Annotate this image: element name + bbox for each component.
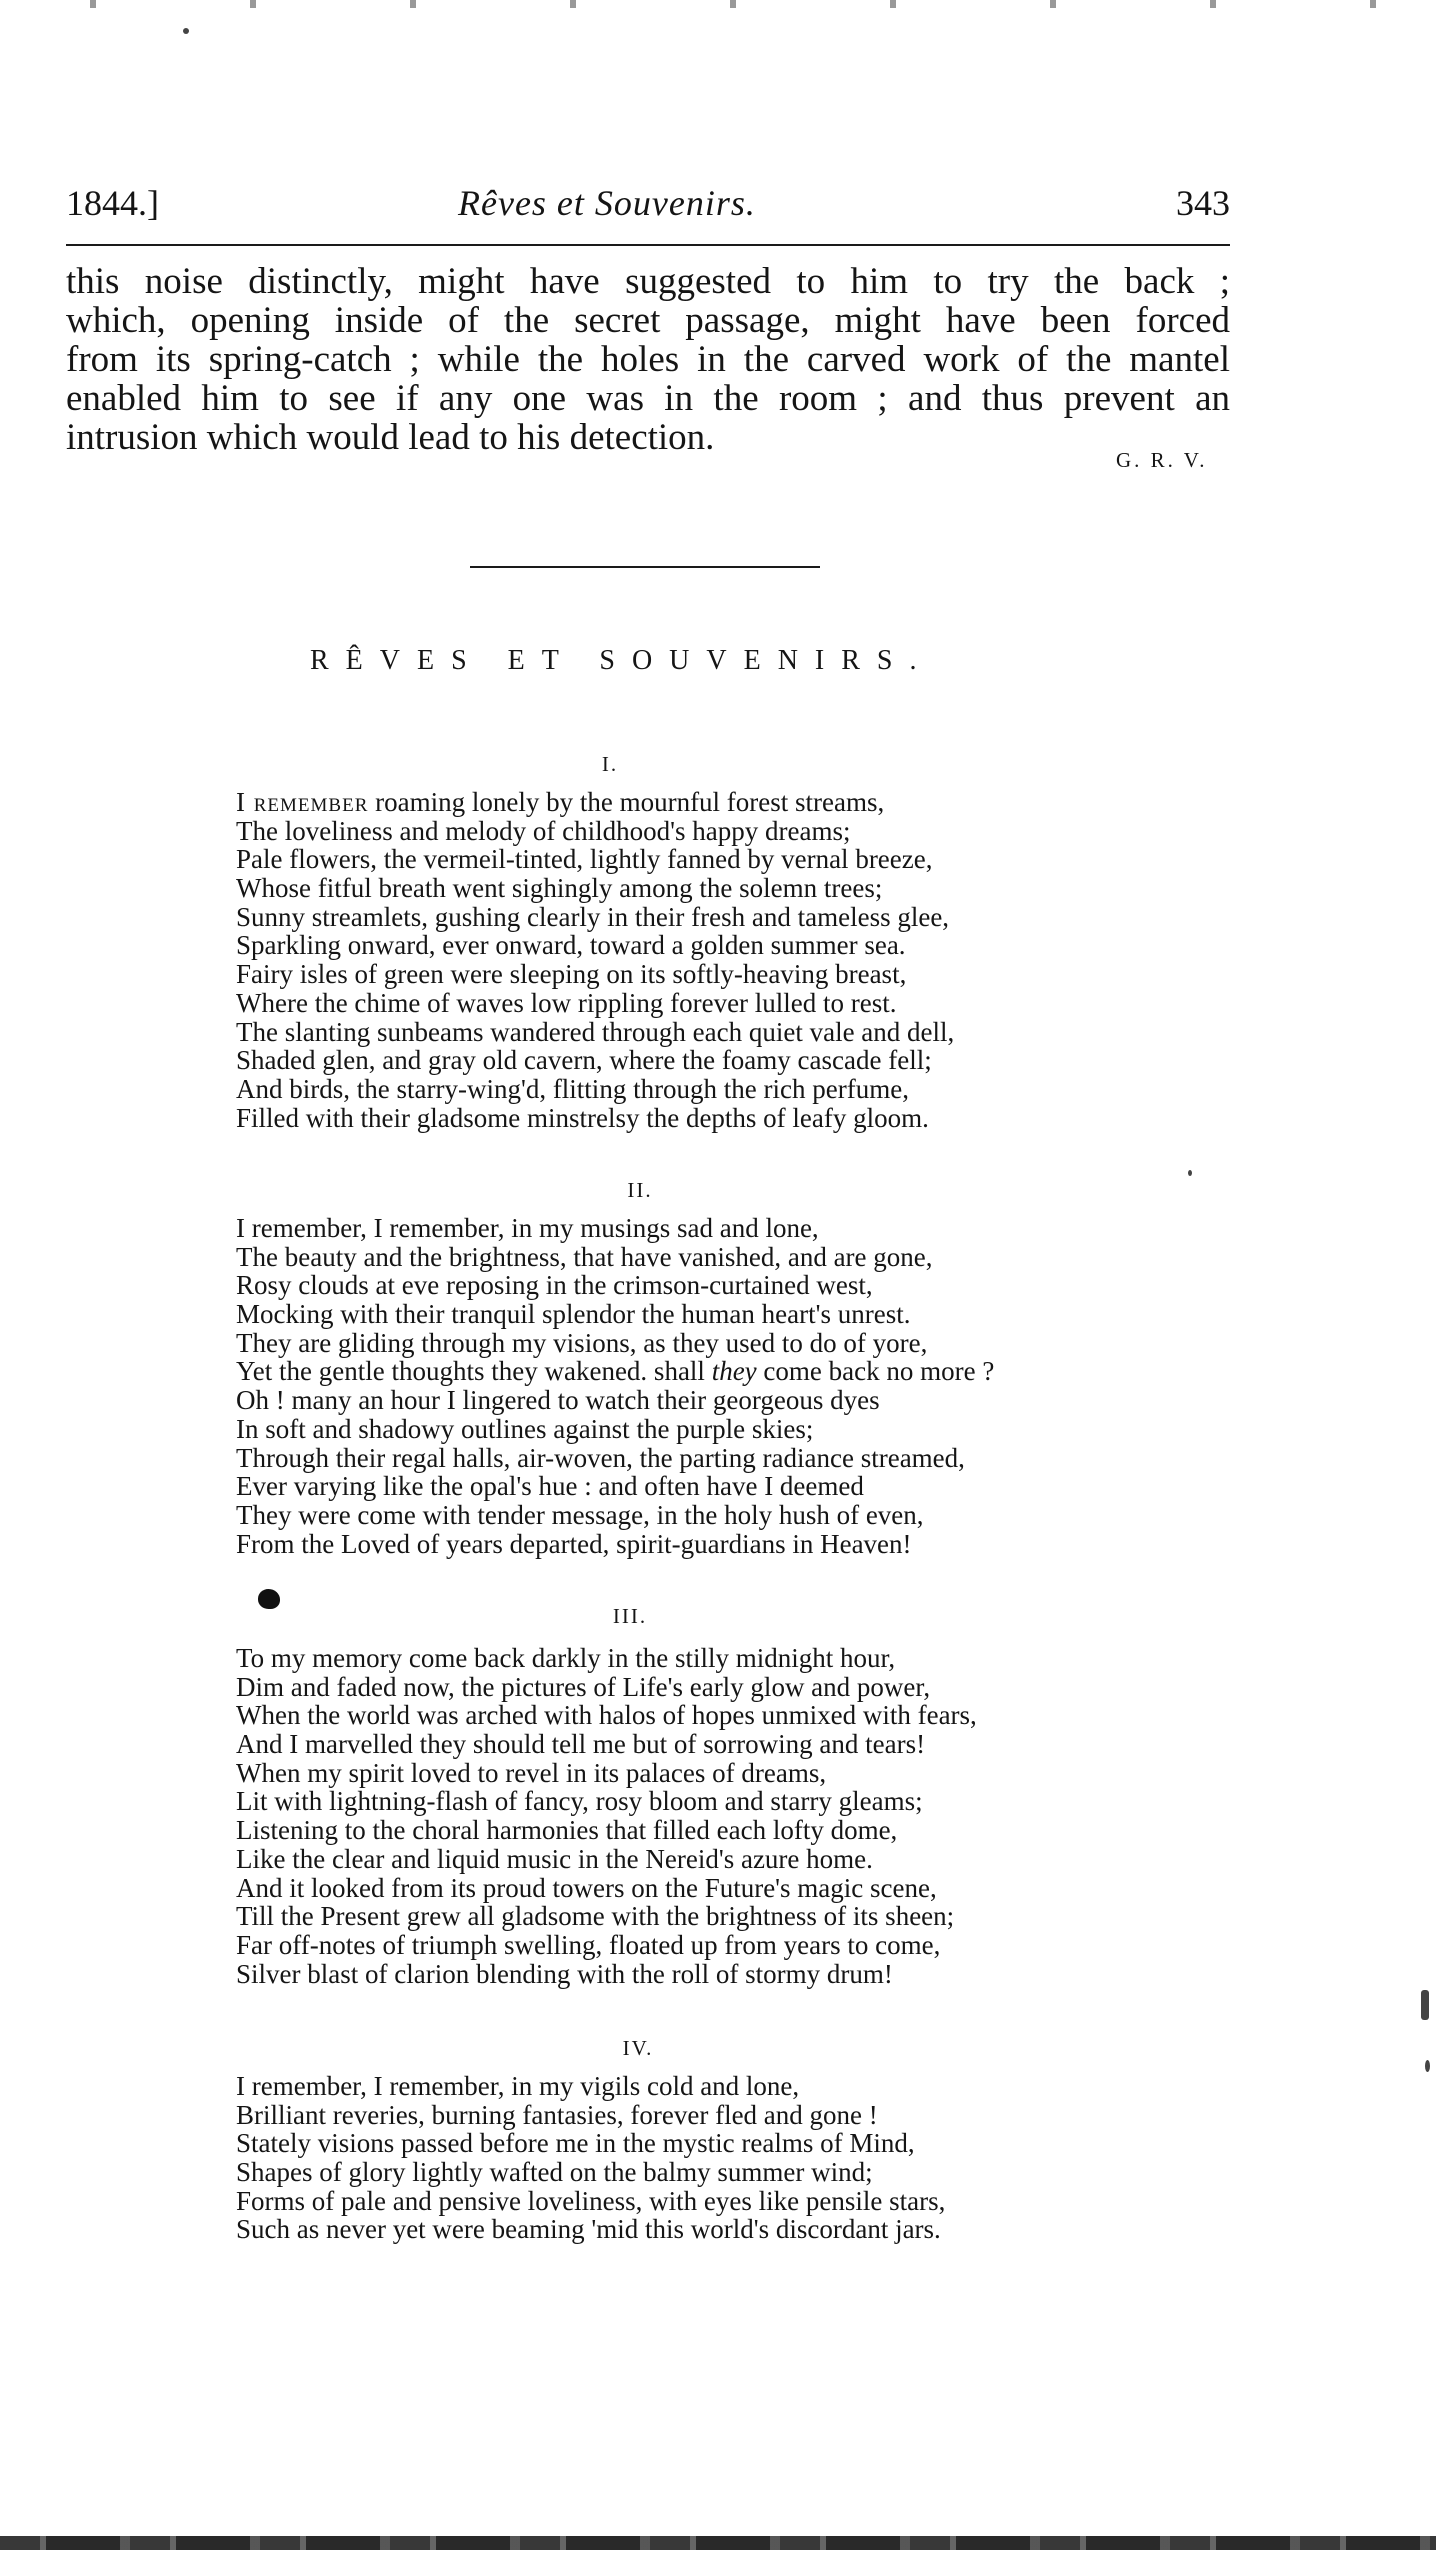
opening-small-caps: I remember <box>236 787 369 817</box>
prose-line: intrusion which would lead to his detection. <box>66 417 715 458</box>
prose-line: from its spring-catch ; while the holes in the carved work of the mantel <box>66 339 1230 380</box>
verse-line <box>236 788 1236 817</box>
verse-line: Sunny streamlets, gushing clearly in their fresh and tameless glee, <box>236 901 950 932</box>
verse-line: Whose fitful breath went sighingly among the solemn trees; <box>236 873 883 904</box>
author-signature: G. R. V. <box>1116 448 1208 472</box>
verse-line-start: Yet the gentle thoughts they wakened. shall <box>236 1356 712 1387</box>
verse-line: And birds, the starry-wing'd, flitting through the rich perfume, <box>236 1073 909 1104</box>
verse-line: Lit with lightning-flash of fancy, rosy bloom and starry gleams; <box>236 1786 923 1817</box>
verse-line: I remember, I remember, in my musings sad and lone, <box>236 1213 819 1243</box>
verse-line: I remember, I remember, in my vigils cold and lone, <box>236 2071 800 2101</box>
stanza-number: IV. <box>622 2036 654 2060</box>
stanza-1 <box>236 788 1236 1132</box>
verse-line: Listening to the choral harmonies that filled each lofty dome, <box>236 1815 898 1846</box>
section-divider <box>470 566 820 568</box>
running-head-year: 1844.] <box>66 183 159 223</box>
verse-line: And I marvelled they should tell me but of sorrowing and tears! <box>236 1729 926 1760</box>
verse-line: Ever varying like the opal's hue : and often have I deemed <box>236 1471 864 1502</box>
stanza-2 <box>236 1214 1236 1558</box>
verse-line: And it looked from its proud towers on the Future's magic scene, <box>236 1872 937 1903</box>
verse-line: Stately visions passed before me in the mystic realms of Mind, <box>236 2128 915 2159</box>
scan-speck <box>1421 1990 1429 2020</box>
scan-edge-top <box>0 0 1436 8</box>
scan-speck <box>1188 1170 1192 1176</box>
verse-line: In soft and shadowy outlines against the purple skies; <box>236 1413 814 1444</box>
verse-line: To my memory come back darkly in the stilly midnight hour, <box>236 1643 896 1673</box>
verse-line: Shapes of glory lightly wafted on the balmy summer wind; <box>236 2157 873 2188</box>
stanza-number: III. <box>612 1604 648 1628</box>
verse-line: The loveliness and melody of childhood's happy dreams; <box>236 815 851 846</box>
verse-line: Dim and faded now, the pictures of Life's early glow and power, <box>236 1671 931 1702</box>
verse-line: They are gliding through my visions, as they used to do of yore, <box>236 1327 928 1358</box>
verse-line: Till the Present grew all gladsome with the brightness of its sheen; <box>236 1901 955 1932</box>
verse-line: Mocking with their tranquil splendor the human heart's unrest. <box>236 1299 911 1330</box>
prose-paragraph <box>66 262 1230 457</box>
verse-line: From the Loved of years departed, spirit-guardians in Heaven! <box>236 1528 912 1559</box>
verse-line: Shaded glen, and gray old cavern, where the foamy cascade fell; <box>236 1045 932 1076</box>
prose-line: enabled him to see if any one was in the room ; and thus prevent an <box>66 378 1230 419</box>
verse-line: Filled with their gladsome minstrelsy the depths of leafy gloom. <box>236 1102 929 1133</box>
verse-line: When my spirit loved to revel in its palaces of dreams, <box>236 1757 827 1788</box>
prose-line: which, opening inside of the secret passage, might have been forced <box>66 300 1230 341</box>
stanza-number: II. <box>627 1178 653 1202</box>
verse-line: Where the chime of waves low rippling forever lulled to rest. <box>236 987 897 1018</box>
verse-line-end: come back no more ? <box>756 1356 995 1387</box>
page-number: 343 <box>1176 183 1230 223</box>
verse-line <box>236 1357 1236 1386</box>
verse-line: Pale flowers, the vermeil-tinted, lightly fanned by vernal breeze, <box>236 844 933 875</box>
verse-line: Oh ! many an hour I lingered to watch their georgeous dyes <box>236 1385 880 1416</box>
verse-line: Fairy isles of green were sleeping on its softly-heaving breast, <box>236 959 907 990</box>
verse-line: The slanting sunbeams wandered through each quiet vale and dell, <box>236 1016 955 1047</box>
emphasized-word: they <box>711 1356 757 1387</box>
verse-line: Forms of pale and pensive loveliness, with eyes like pensile stars, <box>236 2185 946 2216</box>
verse-line: Silver blast of clarion blending with the roll of stormy drum! <box>236 1958 893 1989</box>
stanza-4 <box>236 2072 1236 2244</box>
verse-line-rest: roaming lonely by the mournful forest streams, <box>368 787 885 817</box>
stanza-3 <box>236 1644 1236 1988</box>
poem-title: RÊVES ET SOUVENIRS. <box>310 645 934 676</box>
verse-line: The beauty and the brightness, that have vanished, and are gone, <box>236 1241 933 1272</box>
verse-line: Sparkling onward, ever onward, toward a golden summer sea. <box>236 930 906 961</box>
prose-line: this noise distinctly, might have suggested to him to try the back ; <box>66 261 1230 302</box>
stanza-number: I. <box>601 752 619 776</box>
header-rule <box>66 244 1230 246</box>
verse-line: Through their regal halls, air-woven, the parting radiance streamed, <box>236 1442 965 1473</box>
scan-speck <box>1425 2060 1430 2072</box>
verse-line: Far off-notes of triumph swelling, floated up from years to come, <box>236 1929 941 1960</box>
verse-line: Brilliant reveries, burning fantasies, forever fled and gone ! <box>236 2099 878 2130</box>
verse-line: Like the clear and liquid music in the Nereid's azure home. <box>236 1843 873 1874</box>
verse-line: When the world was arched with halos of hopes unmixed with fears, <box>236 1700 977 1731</box>
verse-line: They were come with tender message, in the holy hush of even, <box>236 1499 924 1530</box>
scan-edge-bottom <box>0 2536 1436 2550</box>
scan-speck <box>183 28 189 34</box>
running-head <box>66 178 1230 228</box>
verse-line: Such as never yet were beaming 'mid this world's discordant jars. <box>236 2214 941 2245</box>
ink-blot <box>258 1589 280 1609</box>
running-head-title: Rêves et Souvenirs. <box>458 183 756 223</box>
verse-line: Rosy clouds at eve reposing in the crimson-curtained west, <box>236 1270 873 1301</box>
